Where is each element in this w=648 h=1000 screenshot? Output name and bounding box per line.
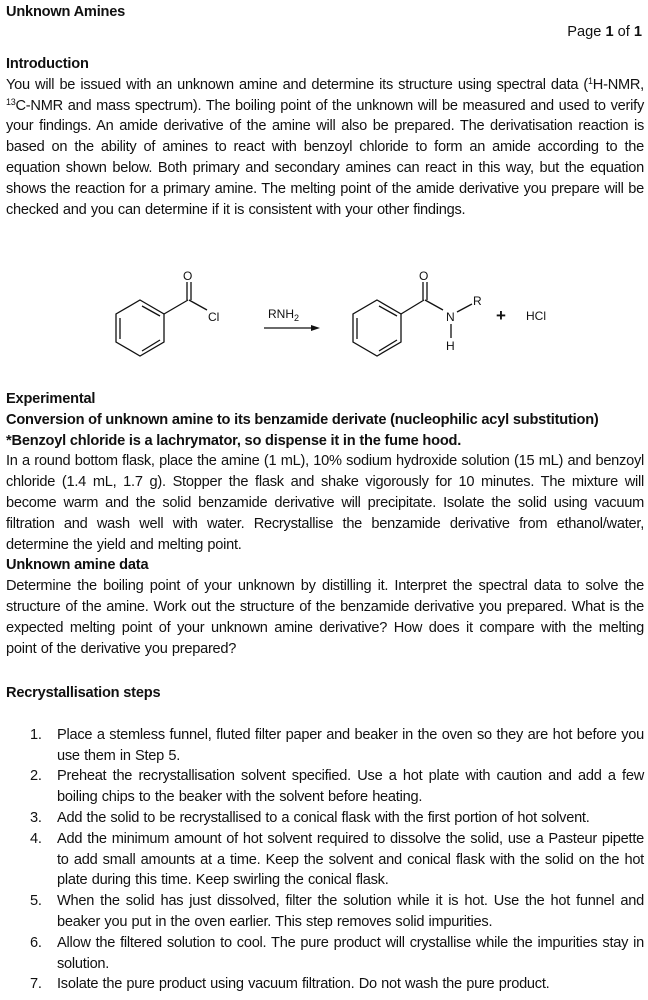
page-label: Page	[567, 24, 602, 40]
benzamide-product-structure	[353, 269, 482, 356]
step-text: Preheat the recrystallisation solvent specified. Use a hot plate with caution and add a few boiling chips to the beaker with the solvent before heating.	[57, 768, 644, 806]
recrystallisation-heading: Recrystallisation steps	[6, 685, 161, 701]
step-number: 5.	[30, 893, 42, 910]
page-of: of	[617, 24, 630, 40]
superscript-13: 13	[6, 96, 16, 107]
step-text: Add the minimum amount of hot solvent required to dissolve the solid, use a Pasteur pipette to add small amounts at a time. Keep the solvent and conical flask with the solid on the hot plate during this time. Keep swirling the conical flask.	[57, 830, 644, 889]
step-item	[6, 974, 644, 995]
step-number: 7.	[30, 976, 42, 993]
intro-text-2: H-NMR,	[592, 76, 644, 93]
intro-text-3: C-NMR and mass spectrum). The boiling point of the unknown will be measured and used to verify your findings. An amide derivative of the amine will also be prepared. The derivatisation reaction is based on the ability of amines to react with benzoyl chloride to form an amide according to the equation shown below. Both primary and secondary amines can react in this way, but the equation shows the reaction for a primary amine. The melting point of the amide derivative you prepare will be checked and you can determine if it is consistent with your other findings.	[6, 97, 644, 218]
step-item	[6, 829, 644, 891]
unknown-data-heading: Unknown amine data	[6, 557, 149, 574]
experimental-heading: Experimental	[6, 391, 96, 407]
product-oxygen-label: O	[419, 269, 429, 283]
step-number: 4.	[30, 830, 42, 847]
benzoyl-chloride-structure	[116, 269, 219, 356]
page-number	[567, 22, 642, 43]
step-item	[6, 933, 644, 975]
experimental-subheading: Conversion of unknown amine to its benzamide derivate (nucleophilic acyl substitution)	[6, 411, 599, 428]
page-total: 1	[633, 24, 642, 40]
superscript-1: 1	[588, 75, 593, 86]
product-hydrogen-label: H	[446, 339, 455, 353]
step-item	[6, 808, 644, 829]
step-text: Place a stemless funnel, fluted filter paper and beaker in the oven so they are hot before you use them in Step 5.	[57, 726, 644, 764]
product-r-group-label: R	[473, 294, 482, 308]
reagent-label: RNH	[268, 307, 294, 321]
unknown-data-paragraph: Determine the boiling point of your unknown by distilling it. Interpret the spectral data to solve the structure of the amine. Work out the structure of the benzamide derivative you prepared. What is the expected melting point of your unknown amine derivative? How does it compare with the melting point of the derivative you prepared?	[6, 578, 644, 657]
recrystallisation-section	[6, 683, 644, 995]
page-current: 1	[605, 24, 614, 40]
reaction-scheme	[106, 258, 586, 378]
experimental-section	[6, 389, 644, 659]
introduction-section	[6, 54, 644, 220]
reactant-chlorine-label: Cl	[208, 310, 220, 324]
step-text: Isolate the pure product using vacuum filtration. Do not wash the pure product.	[57, 976, 550, 993]
plus-sign: +	[496, 306, 506, 325]
recrystallisation-steps-list	[6, 725, 644, 995]
step-item	[6, 891, 644, 933]
step-number: 1.	[30, 726, 42, 743]
introduction-heading: Introduction	[6, 56, 89, 72]
reaction-arrow	[264, 307, 320, 331]
introduction-paragraph	[6, 75, 644, 221]
step-item	[6, 766, 644, 808]
hcl-byproduct-label: HCl	[526, 309, 546, 323]
svg-text:RNH2	[268, 307, 299, 323]
product-nitrogen-label: N	[446, 310, 455, 324]
step-text: When the solid has just dissolved, filter the solution while it is hot. Use the hot funnel and beaker you put in the oven earlier. This step removes solid impurities.	[57, 893, 644, 930]
procedure-paragraph: In a round bottom flask, place the amine (1 mL), 10% sodium hydroxide solution (15 mL) and benzoyl chloride (1.4 mL, 1.7 g). Stopper the flask and shake vigorously for 10 minutes. The mixture will become warm and the solid benzamide derivative will precipitate. Isolate the solid using vacuum filtration and wash well with water. Recrystallise the benzamide derivative from ethanol/water, determine the yield and melting point.	[6, 453, 644, 553]
intro-text-1: You will be issued with an unknown amine and determine its structure using spectral data (	[6, 76, 589, 93]
step-item	[6, 725, 644, 767]
step-number: 6.	[30, 934, 42, 951]
document-title: Unknown Amines	[6, 4, 126, 20]
step-text: Add the solid to be recrystallised to a conical flask with the first portion of hot solvent.	[57, 809, 590, 826]
step-text: Allow the filtered solution to cool. The pure product will crystallise while the impurities stay in solution.	[57, 934, 644, 972]
reagent-subscript: 2	[294, 313, 300, 323]
step-number: 2.	[30, 768, 42, 785]
safety-warning: *Benzoyl chloride is a lachrymator, so dispense it in the fume hood.	[6, 432, 462, 449]
reactant-oxygen-label: O	[183, 269, 193, 283]
step-number: 3.	[30, 809, 42, 826]
